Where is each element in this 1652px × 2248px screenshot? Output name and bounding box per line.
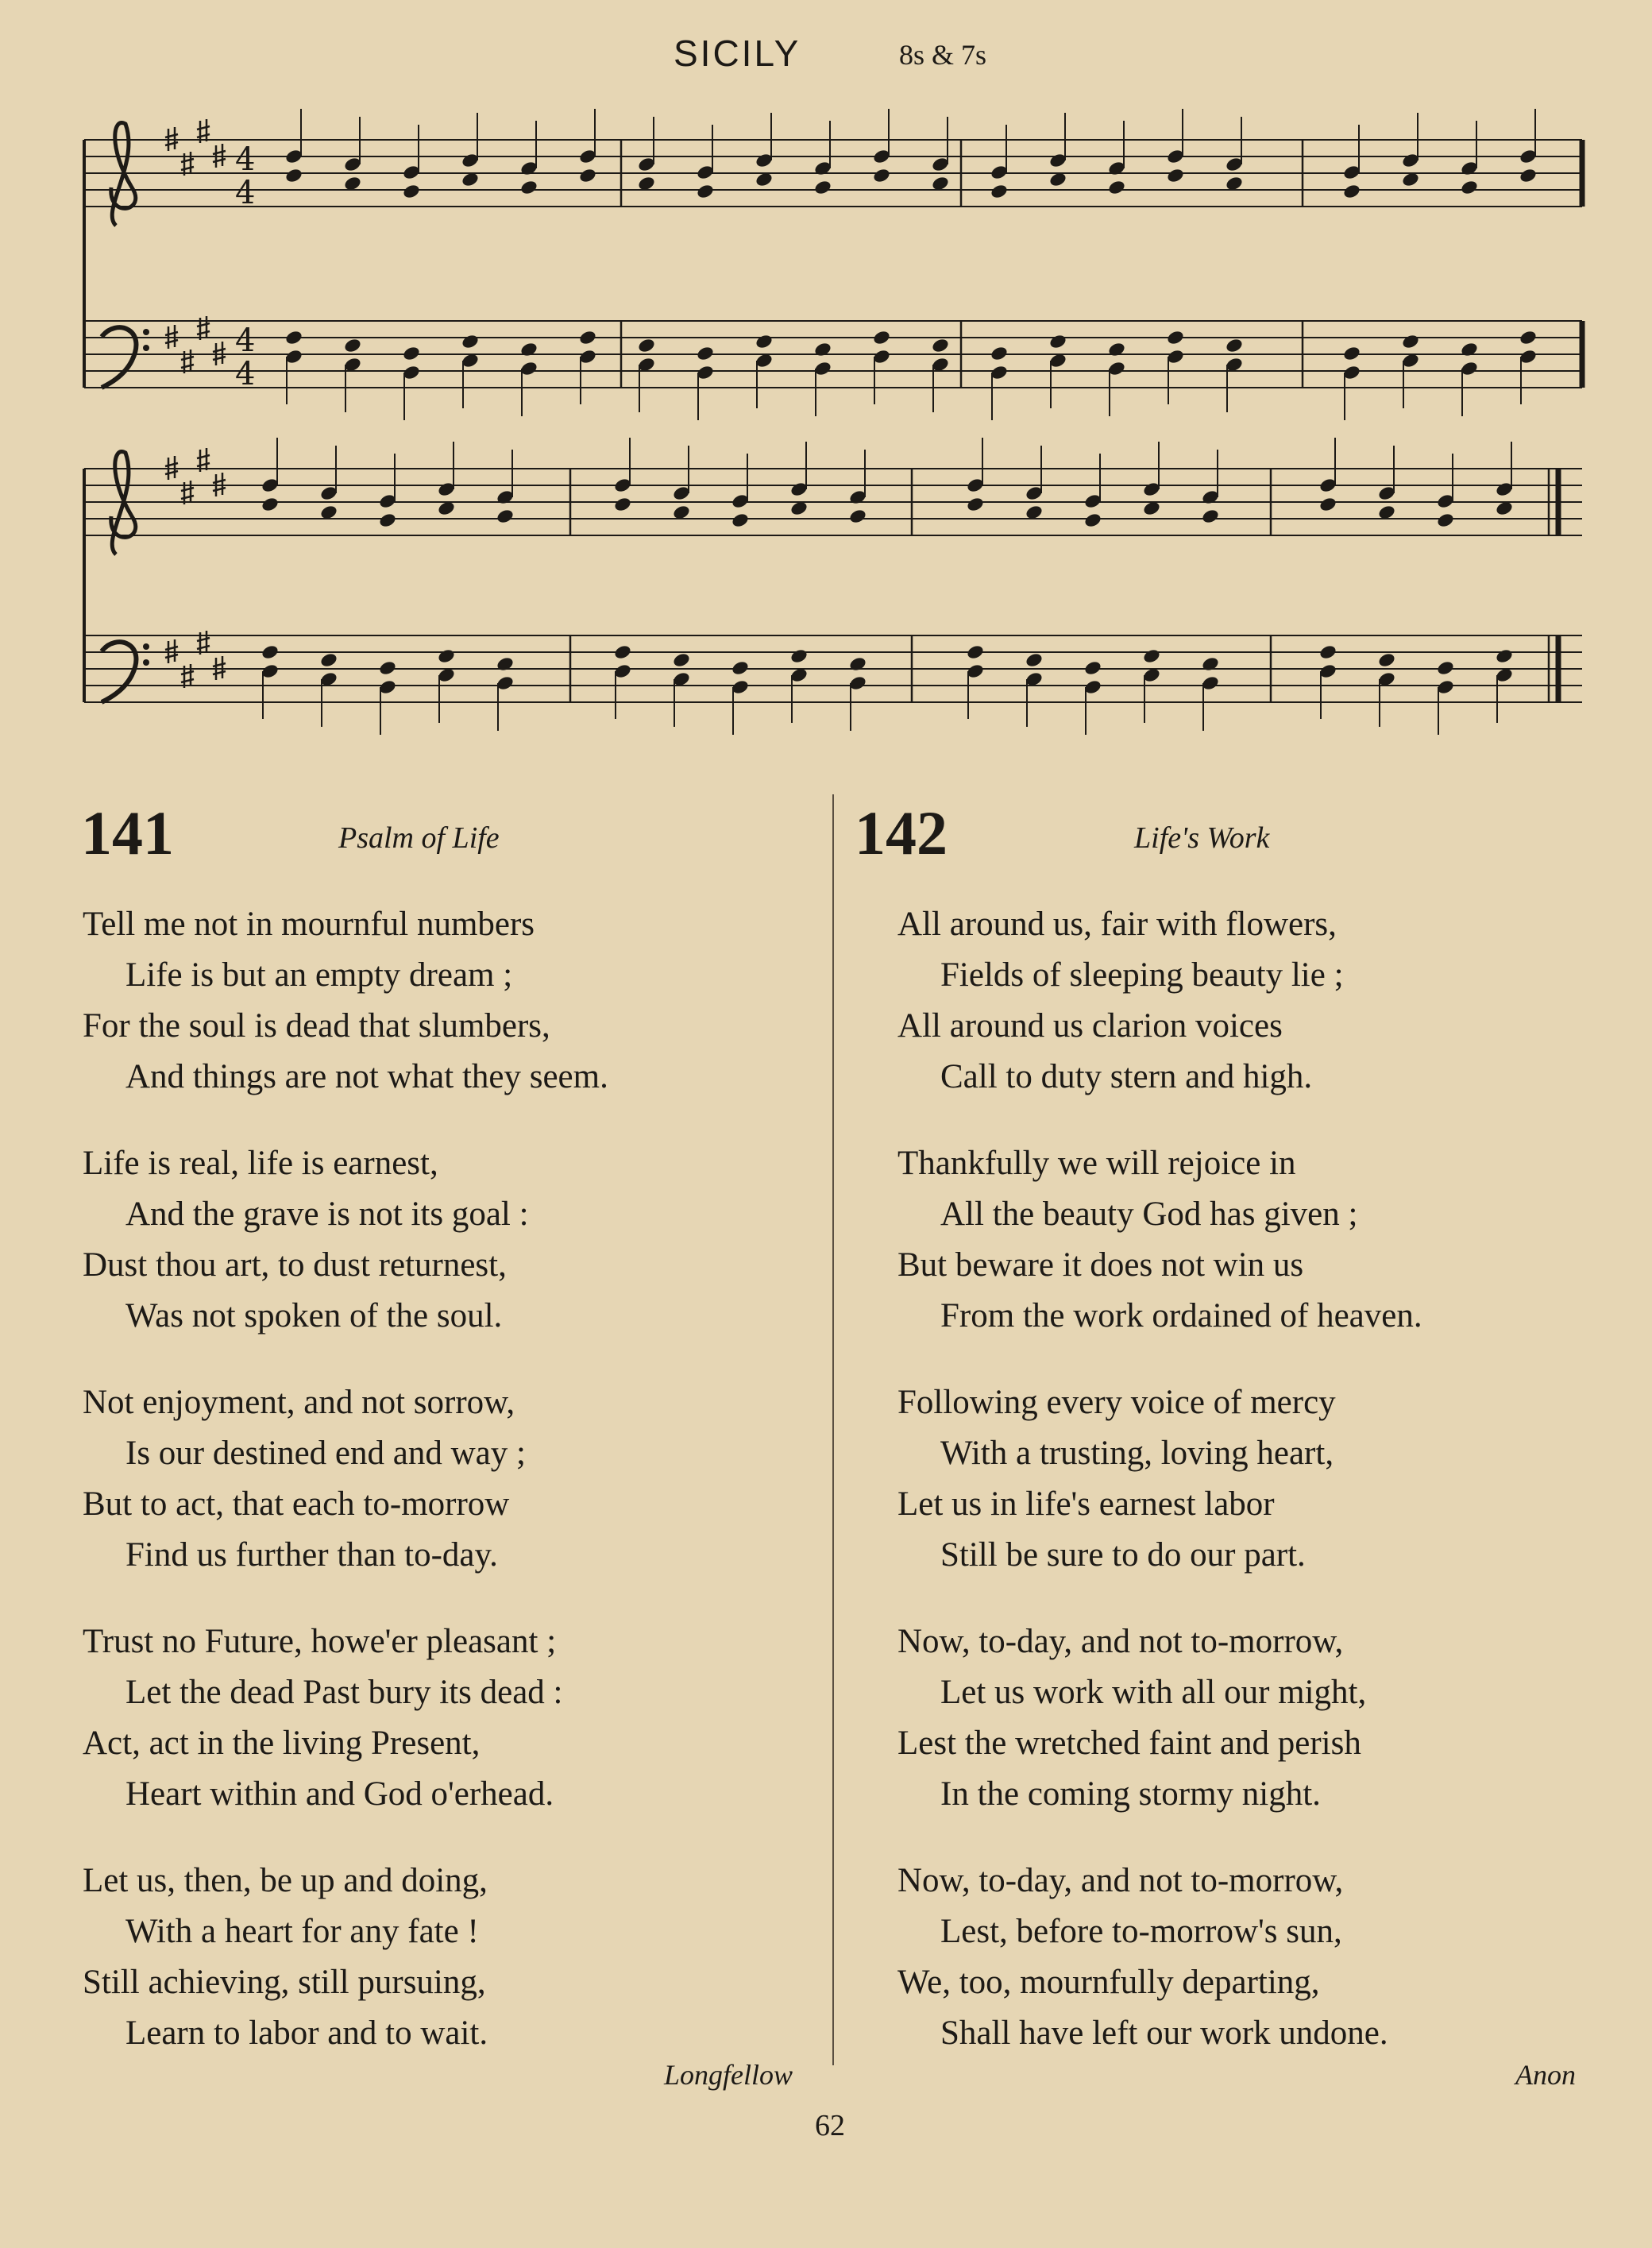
notehead — [1342, 345, 1361, 361]
notehead — [1377, 651, 1396, 668]
notehead — [1201, 655, 1220, 672]
notehead — [848, 508, 867, 524]
notehead — [519, 179, 538, 195]
lyric-line: Fields of sleeping beauty lie ; — [940, 956, 1344, 994]
hymn-title: Life's Work — [1134, 821, 1270, 855]
lyric-line: Lest, before to-morrow's sun, — [940, 1913, 1342, 1950]
time-signature: 4 — [235, 141, 256, 178]
notehead — [1107, 179, 1126, 195]
notehead — [496, 508, 515, 524]
lyric-line: Let us work with all our might, — [940, 1674, 1367, 1711]
time-signature: 4 — [235, 175, 256, 211]
hymn-author: Anon — [1515, 2059, 1576, 2091]
notehead — [461, 333, 480, 350]
notehead — [1519, 329, 1538, 346]
notehead — [1083, 659, 1102, 676]
lyric-line: Lest the wretched faint and perish — [897, 1725, 1361, 1762]
bass-clef-icon — [102, 642, 136, 702]
notehead — [578, 167, 597, 183]
notehead — [1495, 647, 1514, 664]
lyric-line: All around us, fair with flowers, — [897, 906, 1337, 943]
treble-clef-icon — [111, 451, 136, 554]
notehead — [1083, 512, 1102, 528]
notehead — [1436, 659, 1455, 676]
lyric-line: Let us, then, be up and doing, — [83, 1862, 488, 1899]
notehead — [1142, 647, 1161, 664]
notehead — [1025, 651, 1044, 668]
notehead — [437, 647, 456, 664]
notehead — [1318, 496, 1337, 512]
notehead — [848, 655, 867, 672]
notehead — [1166, 329, 1185, 346]
music-score — [0, 0, 1652, 763]
lyric-line: Thankfully we will rejoice in — [897, 1145, 1296, 1182]
notehead — [672, 651, 691, 668]
lyric-line: Is our destined end and way ; — [125, 1435, 526, 1472]
notehead — [1318, 643, 1337, 660]
column-divider — [832, 794, 834, 2065]
sharp-icon — [181, 664, 194, 688]
notehead — [1166, 167, 1185, 183]
lyric-line: And the grave is not its goal : — [125, 1195, 529, 1233]
bass-clef-dot — [143, 329, 149, 335]
lyric-line: Was not spoken of the soul. — [125, 1297, 503, 1335]
notehead — [1460, 179, 1479, 195]
notehead — [696, 345, 715, 361]
notehead — [319, 651, 338, 668]
notehead — [496, 655, 515, 672]
notehead — [284, 329, 303, 346]
notehead — [966, 496, 985, 512]
lyric-line: Tell me not in mournful numbers — [83, 906, 535, 943]
notehead — [872, 167, 891, 183]
bass-clef-dot — [143, 345, 149, 351]
notehead — [578, 329, 597, 346]
lyric-line: Still achieving, still pursuing, — [83, 1964, 486, 2001]
sharp-icon — [181, 481, 194, 504]
notehead — [519, 341, 538, 357]
tune-meter: 8s & 7s — [899, 39, 987, 71]
lyric-line: We, too, mournfully departing, — [897, 1964, 1320, 2001]
notehead — [813, 179, 832, 195]
notehead — [613, 643, 632, 660]
notehead — [378, 512, 397, 528]
notehead — [1460, 341, 1479, 357]
notehead — [261, 643, 280, 660]
notehead — [931, 337, 950, 353]
lyric-line: All the beauty God has given ; — [940, 1195, 1358, 1233]
lyric-line: Now, to-day, and not to-morrow, — [897, 1623, 1344, 1660]
notehead — [402, 345, 421, 361]
page-number: 62 — [815, 2109, 845, 2142]
notehead — [990, 183, 1009, 199]
sharp-icon — [181, 152, 194, 176]
lyric-line: From the work ordained of heaven. — [940, 1297, 1422, 1335]
lyric-line: Life is but an empty dream ; — [125, 956, 513, 994]
lyric-line: Call to duty stern and high. — [940, 1058, 1313, 1095]
lyric-line: With a heart for any fate ! — [125, 1913, 479, 1950]
notehead — [1519, 167, 1538, 183]
lyric-line: Following every voice of mercy — [897, 1384, 1336, 1421]
notehead — [755, 333, 774, 350]
tune-name: SICILY — [674, 33, 801, 74]
lyric-line: Still be sure to do our part. — [940, 1536, 1306, 1574]
lyric-line: Learn to labor and to wait. — [125, 2014, 488, 2052]
lyric-line: In the coming stormy night. — [940, 1775, 1321, 1813]
lyric-line: Shall have left our work undone. — [940, 2014, 1388, 2052]
hymn-number: 141 — [81, 798, 174, 867]
lyric-line: Act, act in the living Present, — [83, 1725, 481, 1762]
notehead — [731, 659, 750, 676]
lyric-line: Dust thou art, to dust returnest, — [83, 1246, 507, 1284]
notehead — [789, 647, 809, 664]
notehead — [966, 643, 985, 660]
notehead — [378, 659, 397, 676]
notehead — [637, 337, 656, 353]
lyric-line: With a trusting, loving heart, — [940, 1435, 1334, 1472]
notehead — [731, 512, 750, 528]
notehead — [990, 345, 1009, 361]
time-signature: 4 — [235, 356, 256, 392]
notehead — [1107, 341, 1126, 357]
notehead — [261, 496, 280, 512]
lyric-line: Let us in life's earnest labor — [897, 1485, 1275, 1523]
notehead — [613, 496, 632, 512]
lyric-line: Now, to-day, and not to-morrow, — [897, 1862, 1344, 1899]
notehead — [1048, 333, 1067, 350]
bass-clef-dot — [143, 643, 149, 650]
lyric-line: But to act, that each to-morrow — [83, 1485, 510, 1523]
notehead — [284, 167, 303, 183]
notehead — [1225, 337, 1244, 353]
lyric-line: Let the dead Past bury its dead : — [125, 1674, 563, 1711]
lyric-line: But beware it does not win us — [897, 1246, 1304, 1284]
notehead — [402, 183, 421, 199]
notehead — [1436, 512, 1455, 528]
sharp-icon — [181, 350, 194, 373]
sharp-icon — [197, 316, 210, 340]
lyric-line: Heart within and God o'erhead. — [125, 1775, 554, 1813]
treble-clef-icon — [111, 122, 136, 226]
bass-clef-dot — [143, 659, 149, 666]
notehead — [813, 341, 832, 357]
lyric-line: Trust no Future, howe'er pleasant ; — [83, 1623, 557, 1660]
notehead — [1401, 333, 1420, 350]
time-signature: 4 — [235, 323, 256, 359]
hymn-author: Longfellow — [664, 2059, 793, 2091]
lyric-line: Find us further than to-day. — [125, 1536, 498, 1574]
lyric-line: For the soul is dead that slumbers, — [83, 1007, 550, 1045]
hymn-title: Psalm of Life — [338, 821, 500, 855]
notehead — [1342, 183, 1361, 199]
lyric-line: Life is real, life is earnest, — [83, 1145, 438, 1182]
lyric-line: Not enjoyment, and not sorrow, — [83, 1384, 515, 1421]
sharp-icon — [197, 631, 210, 655]
bass-clef-icon — [102, 327, 136, 388]
lyric-line: All around us clarion voices — [897, 1007, 1283, 1045]
notehead — [343, 337, 362, 353]
lyric-line: And things are not what they seem. — [125, 1058, 608, 1095]
notehead — [1201, 508, 1220, 524]
notehead — [872, 329, 891, 346]
hymn-number: 142 — [855, 798, 948, 867]
notehead — [696, 183, 715, 199]
